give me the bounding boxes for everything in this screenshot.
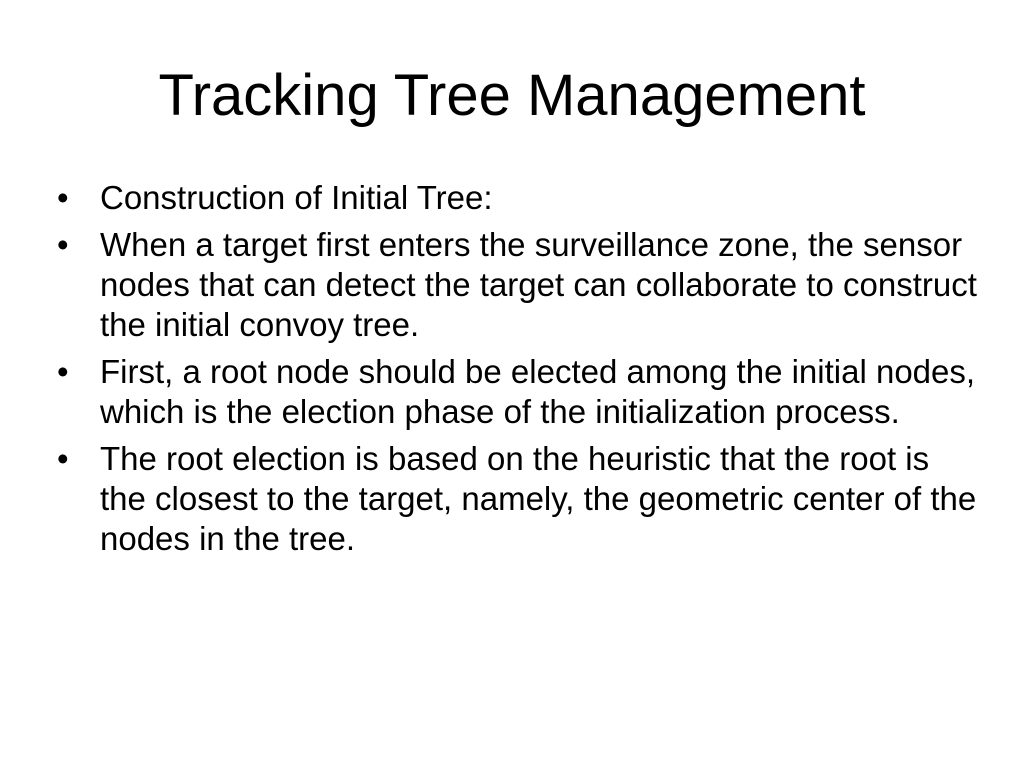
bullet-marker: •	[57, 179, 69, 216]
bullet-text: Construction of Initial Tree:	[100, 179, 493, 216]
bullet-marker: •	[57, 226, 69, 263]
bullet-text: The root election is based on the heuristic that the root is the closest to the target, namely, the geometric center of the nodes in the tree.	[100, 440, 977, 557]
bullet-text: First, a root node should be elected among the initial nodes, which is the election phase of the initialization process.	[100, 353, 976, 430]
bullet-text: When a target first enters the surveillance zone, the sensor nodes that can detect the target can collaborate to construct the initial convoy tree.	[100, 226, 977, 343]
bullet-item-heuristic	[57, 439, 977, 559]
bullet-item-target-enters	[57, 225, 977, 345]
bullet-marker: •	[57, 353, 69, 390]
bullet-marker: •	[57, 440, 69, 477]
bullet-item-root-election-phase	[57, 352, 977, 432]
bullet-list	[57, 178, 977, 566]
slide-title: Tracking Tree Management	[158, 63, 866, 128]
bullet-item-construction	[57, 178, 977, 218]
